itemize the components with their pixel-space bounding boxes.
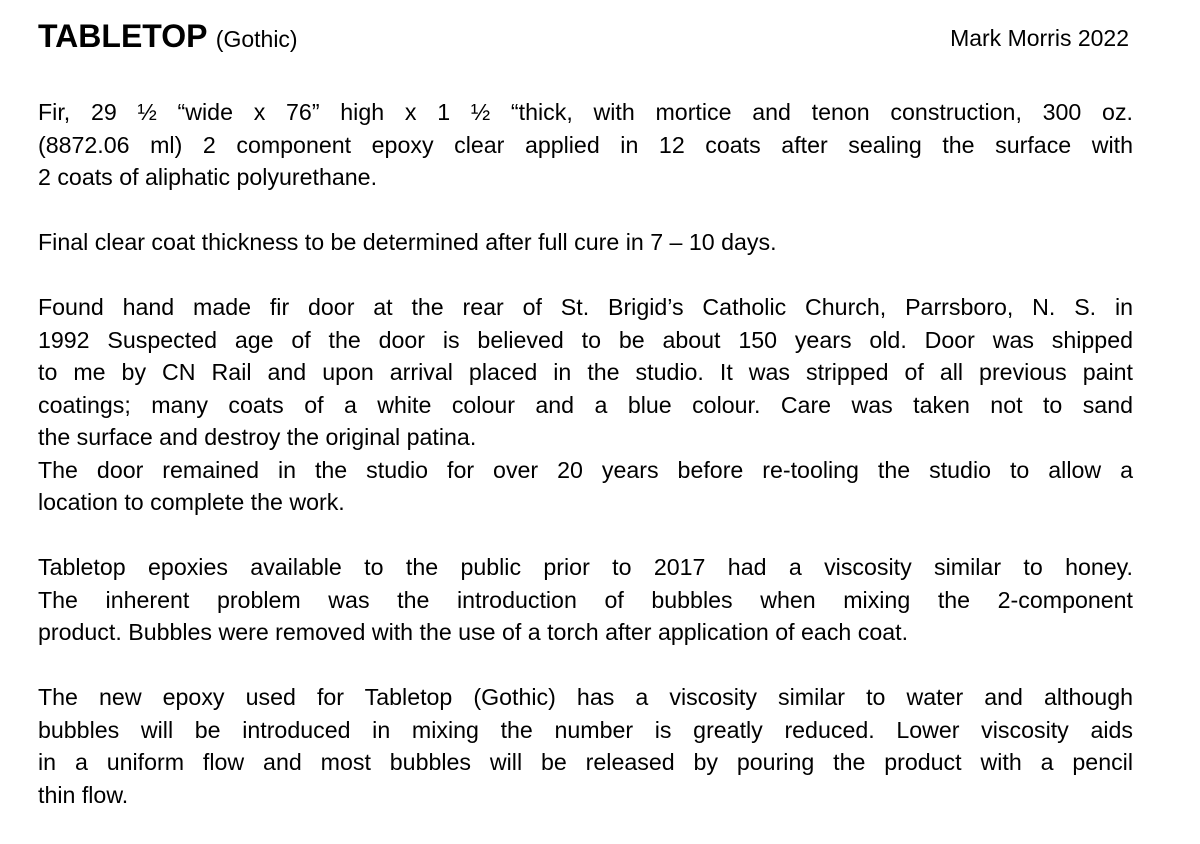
text-line: The door remained in the studio for over 20 years before re-tooling the studio to allow a <box>38 456 1133 483</box>
text-line: 2 coats of aliphatic polyurethane. <box>38 164 378 190</box>
text-line: in a uniform flow and most bubbles will be released by pouring the product with a pencil <box>38 749 1133 775</box>
text-line: The new epoxy used for Tabletop (Gothic) has a viscosity similar to water and although <box>38 684 1133 710</box>
text-line: location to complete the work. <box>38 489 345 515</box>
author-date: Mark Morris 2022 <box>950 25 1129 51</box>
text-line: coatings; many coats of a white colour and a blue colour. Care was taken not to sand <box>38 391 1133 418</box>
text-line: The inherent problem was the introduction of bubbles when mixing the 2-component <box>38 586 1133 613</box>
document-title <box>38 16 298 59</box>
text-line: 1992 Suspected age of the door is believed to be about 150 years old. Door was shipped <box>38 326 1133 353</box>
text-line: to me by CN Rail and upon arrival placed in the studio. It was stripped of all previous paint <box>38 359 1133 385</box>
text-line: Tabletop epoxies available to the public prior to 2017 had a viscosity similar to honey. <box>38 554 1133 580</box>
text-line: bubbles will be introduced in mixing the number is greatly reduced. Lower viscosity aids <box>38 716 1133 743</box>
text-line: Found hand made fir door at the rear of St. Brigid’s Catholic Church, Parrsboro, N. S. in <box>38 294 1133 320</box>
document-page <box>38 12 1133 844</box>
paragraph-thickness <box>38 226 1133 259</box>
paragraph-materials <box>38 96 1133 194</box>
document-header <box>38 12 1133 56</box>
document-body <box>38 96 1133 811</box>
paragraph-old-epoxy <box>38 551 1133 649</box>
text-line: the surface and destroy the original patina. <box>38 424 477 450</box>
text-line: (8872.06 ml) 2 component epoxy clear applied in 12 coats after sealing the surface with <box>38 131 1133 158</box>
title-text: TABLETOP <box>38 18 207 54</box>
title-subtitle: (Gothic) <box>215 26 298 52</box>
paragraph-new-epoxy <box>38 681 1133 811</box>
text-line: Final clear coat thickness to be determined after full cure in 7 – 10 days. <box>38 229 777 255</box>
text-line: Fir, 29 ½ “wide x 76” high x 1 ½ “thick, with mortice and tenon construction, 300 oz. <box>38 99 1133 125</box>
text-line: product. Bubbles were removed with the use of a torch after application of each coat. <box>38 619 909 645</box>
paragraph-history <box>38 291 1133 519</box>
text-line: thin flow. <box>38 781 129 808</box>
